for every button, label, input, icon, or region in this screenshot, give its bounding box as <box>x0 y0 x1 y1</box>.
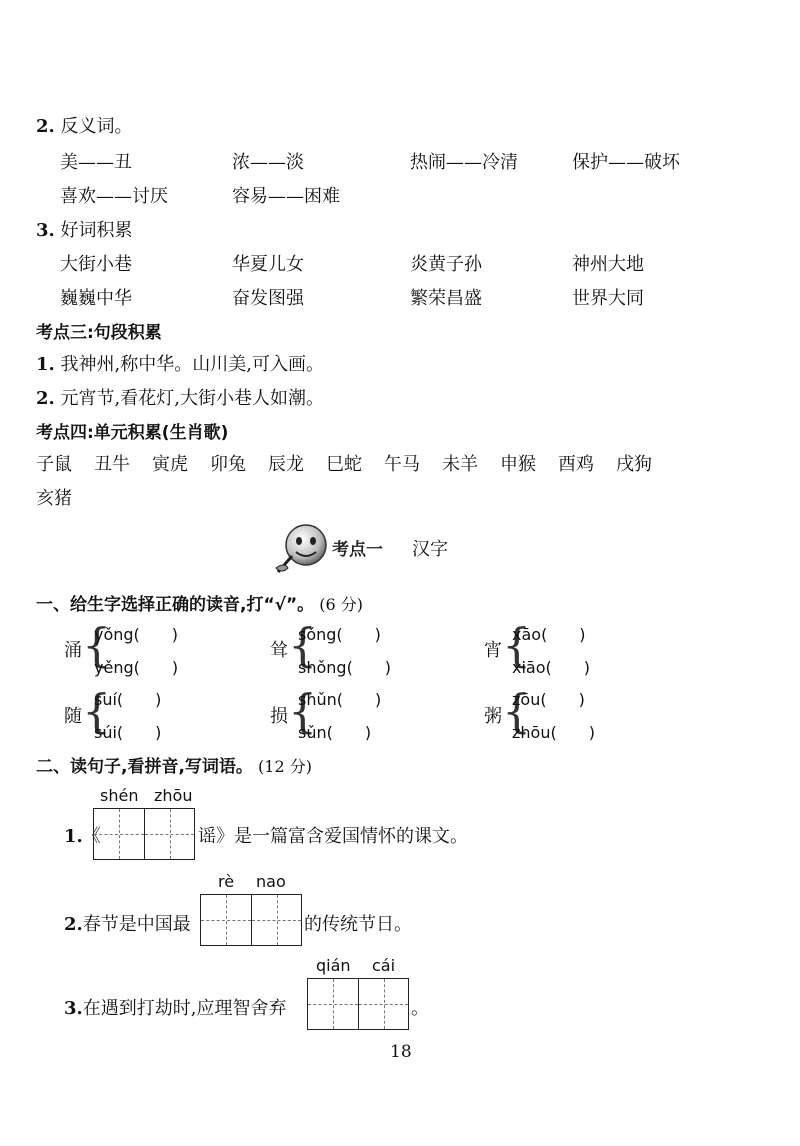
q2-title: 二、读句子,看拼音,写词语。 <box>36 757 253 777</box>
item-number: 1. <box>64 826 83 847</box>
writing-cell[interactable] <box>358 979 408 1029</box>
item-number: 3. <box>36 220 55 241</box>
brace-icon: { <box>82 684 112 738</box>
antonym-pair: 保护——破坏 <box>572 152 680 173</box>
page-number: 18 <box>390 1042 412 1062</box>
q1-char: 涌 <box>64 640 82 661</box>
good-word: 大街小巷 <box>60 254 132 275</box>
sentence-line <box>36 350 324 376</box>
zodiac-item: 戌狗 <box>616 454 652 475</box>
pinyin-option[interactable]: súi( ) <box>94 723 162 742</box>
zodiac-item: 亥猪 <box>36 488 72 509</box>
q2-line-prefix <box>64 910 191 936</box>
writing-box[interactable] <box>307 978 409 1030</box>
q2-line-prefix <box>64 994 287 1020</box>
good-word: 繁荣昌盛 <box>410 288 482 309</box>
text-after: 的传统节日。 <box>304 914 412 935</box>
text-before: 春节是中国最 <box>82 914 191 935</box>
sentence-text: 元宵节,看花灯,大街小巷人如潮。 <box>60 388 324 409</box>
writing-cell[interactable] <box>308 979 358 1029</box>
brace-icon: { <box>82 618 112 672</box>
writing-cell[interactable] <box>201 895 251 945</box>
zodiac-item: 午马 <box>384 454 420 475</box>
text-after: 。 <box>411 998 429 1019</box>
antonyms-heading <box>36 112 133 138</box>
good-word: 华夏儿女 <box>232 254 304 275</box>
zodiac-item: 申猴 <box>500 454 536 475</box>
point3-title: 考点三:句段积累 <box>36 323 162 343</box>
text-before: 《 <box>82 826 101 847</box>
section-badge: 考点一 <box>332 540 383 560</box>
good-word: 神州大地 <box>572 254 644 275</box>
pinyin-option[interactable]: shǒng( ) <box>298 658 392 677</box>
section-title: 汉字 <box>412 539 448 560</box>
brace-icon: { <box>502 618 532 672</box>
item-number: 2. <box>64 914 83 935</box>
item-number: 2. <box>36 116 55 137</box>
zodiac-item: 巳蛇 <box>326 454 362 475</box>
item-number: 2. <box>36 388 55 409</box>
pinyin-option[interactable]: yěng( ) <box>94 658 179 677</box>
pinyin-option[interactable]: xāo( ) <box>512 625 586 644</box>
heading-label: 好词积累 <box>60 220 133 241</box>
heading-label: 反义词。 <box>60 116 133 137</box>
writing-cell[interactable] <box>144 809 194 859</box>
item-number: 1. <box>36 354 55 375</box>
writing-box[interactable] <box>200 894 302 946</box>
pinyin-option[interactable]: zhōu( ) <box>512 723 595 742</box>
pinyin-option[interactable]: yǒng( ) <box>94 625 179 644</box>
antonym-pair: 热闹——冷清 <box>410 152 518 173</box>
antonym-pair: 浓——淡 <box>232 152 304 173</box>
q1-char: 耸 <box>270 640 288 661</box>
pinyin-option[interactable]: sǒng( ) <box>298 625 381 644</box>
q1-char: 宵 <box>484 640 502 661</box>
sentence-line <box>36 384 324 410</box>
brace-icon: { <box>288 684 318 738</box>
point4-title: 考点四:单元积累(生肖歌) <box>36 423 229 443</box>
pinyin-label: rè <box>218 872 235 891</box>
writing-cell[interactable] <box>251 895 301 945</box>
zodiac-item: 辰龙 <box>268 454 304 475</box>
brace-icon: { <box>502 684 532 738</box>
pinyin-label: cái <box>372 956 396 975</box>
writing-cell[interactable] <box>94 809 144 859</box>
pinyin-label: zhōu <box>154 786 193 805</box>
zodiac-item: 子鼠 <box>36 454 72 475</box>
q1-char: 粥 <box>484 706 502 727</box>
text-after: 谣》是一篇富含爱国情怀的课文。 <box>198 826 468 847</box>
good-word: 巍巍中华 <box>60 288 132 309</box>
writing-box[interactable] <box>93 808 195 860</box>
good-word: 奋发图强 <box>232 288 304 309</box>
antonym-pair: 喜欢——讨厌 <box>60 186 168 207</box>
zodiac-item: 卯兔 <box>210 454 246 475</box>
q1-title: 一、给生字选择正确的读音,打“√”。 <box>36 595 315 615</box>
sentence-text: 我神州,称中华。山川美,可入画。 <box>60 354 324 375</box>
item-number: 3. <box>64 998 83 1019</box>
mascot-icon <box>268 522 332 576</box>
pinyin-label: qián <box>316 956 351 975</box>
good-word: 炎黄子孙 <box>410 254 482 275</box>
pinyin-label: shén <box>100 786 139 805</box>
q2-score: (12 分) <box>258 757 312 776</box>
good-words-heading <box>36 216 133 242</box>
zodiac-item: 寅虎 <box>152 454 188 475</box>
zodiac-item: 未羊 <box>442 454 478 475</box>
good-word: 世界大同 <box>572 288 644 309</box>
brace-icon: { <box>288 618 318 672</box>
zodiac-item: 酉鸡 <box>558 454 594 475</box>
antonym-pair: 容易——困难 <box>232 186 340 207</box>
pinyin-option[interactable]: zōu( ) <box>512 690 585 709</box>
q1-heading <box>36 590 363 615</box>
text-before: 在遇到打劫时,应理智舍弃 <box>82 998 287 1019</box>
pinyin-option[interactable]: sǔn( ) <box>298 723 372 742</box>
q1-score: (6 分) <box>319 595 364 614</box>
pinyin-label: nao <box>256 872 286 891</box>
q1-char: 损 <box>270 706 288 727</box>
pinyin-option[interactable]: shǔn( ) <box>298 690 382 709</box>
pinyin-option[interactable]: xiāo( ) <box>512 658 590 677</box>
q2-heading <box>36 752 312 777</box>
antonym-pair: 美——丑 <box>60 152 132 173</box>
pinyin-option[interactable]: suí( ) <box>94 690 162 709</box>
zodiac-item: 丑牛 <box>94 454 130 475</box>
q1-char: 随 <box>64 706 82 727</box>
